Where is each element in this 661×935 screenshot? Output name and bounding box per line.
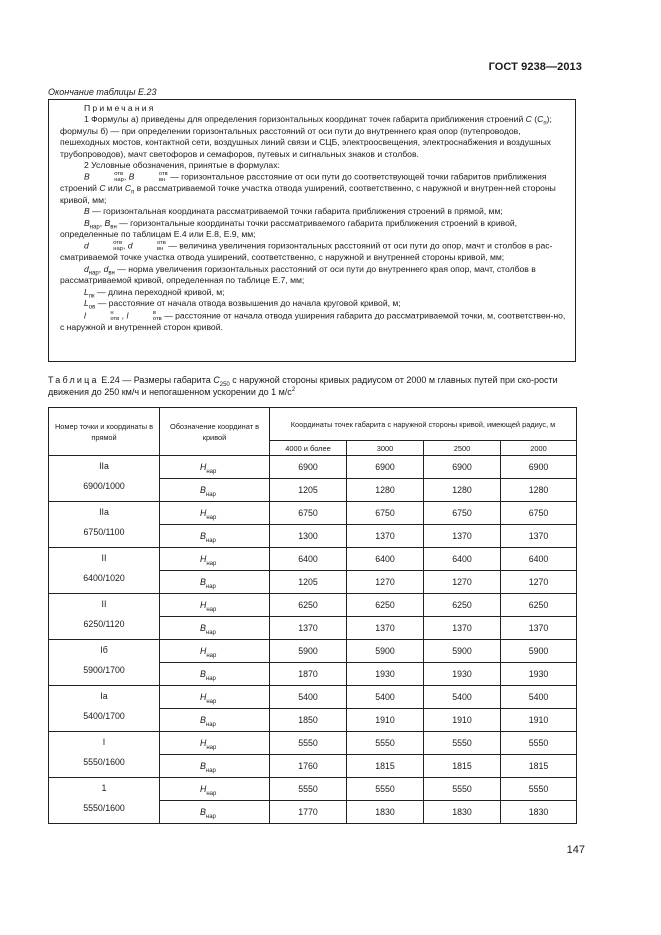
value-cell-b: 1815 xyxy=(501,755,577,778)
point-label: II xyxy=(101,553,107,563)
point-label: I xyxy=(102,737,106,747)
value-cell-b: 1370 xyxy=(347,617,424,640)
coord-symbol-b: $B_{нар}$ xyxy=(160,617,270,640)
value-cell-b: 1815 xyxy=(347,755,424,778)
value-cell-h: 5550 xyxy=(501,732,577,755)
value-cell-h: 6900 xyxy=(501,456,577,479)
value-cell-h: 5550 xyxy=(424,778,501,801)
coord-symbol-h: $H_{нар}$ xyxy=(160,594,270,617)
point-label: IIа xyxy=(99,461,109,471)
coord-symbol-b: $B_{нар}$ xyxy=(160,663,270,686)
value-cell-b: 1280 xyxy=(347,479,424,502)
value-cell-b: 1870 xyxy=(270,663,347,686)
header-radius: 3000 xyxy=(347,441,424,456)
value-cell-h: 5550 xyxy=(270,778,347,801)
point-cell xyxy=(49,594,160,640)
header-radius: 4000 и более xyxy=(270,441,347,456)
value-cell-b: 1930 xyxy=(424,663,501,686)
coord-symbol-b: $B_{нар}$ xyxy=(160,479,270,502)
value-cell-b: 1280 xyxy=(501,479,577,502)
coord-symbol-b: $B_{нар}$ xyxy=(160,709,270,732)
continuation-title: Окончание таблицы Е.23 xyxy=(48,87,157,97)
value-cell-b: 1930 xyxy=(347,663,424,686)
point-coordinates: 5400/1700 xyxy=(83,711,125,721)
value-cell-h: 6900 xyxy=(270,456,347,479)
point-label: II xyxy=(101,599,107,609)
value-cell-h: 6400 xyxy=(270,548,347,571)
coord-symbol-h: $H_{нар}$ xyxy=(160,686,270,709)
value-cell-b: 1815 xyxy=(424,755,501,778)
page-header-standard: ГОСТ 9238—2013 xyxy=(488,61,582,73)
coord-symbol-b: $B_{нар}$ xyxy=(160,571,270,594)
table-body xyxy=(49,456,577,824)
value-cell-h: 6750 xyxy=(347,502,424,525)
point-coordinates: 6400/1020 xyxy=(83,573,125,583)
value-cell-b: 1205 xyxy=(270,479,347,502)
note-2: 2 Условные обозначения, принятые в формулах: xyxy=(84,160,280,171)
table-row xyxy=(49,594,577,617)
value-cell-b: 1370 xyxy=(501,617,577,640)
definition-b-otv: B отв нар , B отв вн — горизонтальное расстояние от оси пути до соответствующей точки габаритов приближения строений С или $С_п$ в рассматриваемой точке участка отвода уширений, соответственно, с наружной и внутрен-ней стороны кривой, мм; xyxy=(60,171,556,205)
value-cell-b: 1850 xyxy=(270,709,347,732)
value-cell-b: 1760 xyxy=(270,755,347,778)
value-cell-h: 6750 xyxy=(270,502,347,525)
value-cell-b: 1270 xyxy=(424,571,501,594)
value-cell-h: 5400 xyxy=(501,686,577,709)
table-row xyxy=(49,548,577,571)
table-row xyxy=(49,732,577,755)
value-cell-h: 5550 xyxy=(501,778,577,801)
value-cell-h: 5550 xyxy=(424,732,501,755)
value-cell-h: 5400 xyxy=(270,686,347,709)
header-coordinate-symbol: Обозначение координат в кривой xyxy=(160,408,270,456)
table-row xyxy=(49,502,577,525)
value-cell-b: 1370 xyxy=(347,525,424,548)
point-cell xyxy=(49,456,160,502)
definition-l-pk: $L_{пк}$ — длина переходной кривой, м; xyxy=(84,286,225,300)
header-radius: 2000 xyxy=(501,441,577,456)
value-cell-h: 6900 xyxy=(347,456,424,479)
value-cell-h: 5900 xyxy=(270,640,347,663)
point-coordinates: 6900/1000 xyxy=(83,481,125,491)
table-row xyxy=(49,686,577,709)
value-cell-h: 5900 xyxy=(424,640,501,663)
header-radius-group: Координаты точек габарита с наружной стороны кривой, имеющей радиус, м xyxy=(270,408,577,441)
point-cell xyxy=(49,502,160,548)
value-cell-b: 1370 xyxy=(501,525,577,548)
coord-symbol-h: $H_{нар}$ xyxy=(160,548,270,571)
point-cell xyxy=(49,778,160,824)
value-cell-h: 5550 xyxy=(347,778,424,801)
value-cell-h: 5550 xyxy=(270,732,347,755)
value-cell-h: 6750 xyxy=(424,502,501,525)
value-cell-h: 6400 xyxy=(424,548,501,571)
point-label: Iа xyxy=(100,691,108,701)
value-cell-h: 5900 xyxy=(501,640,577,663)
coord-symbol-h: $H_{нар}$ xyxy=(160,778,270,801)
definition-b: B — горизонтальная координата рассматриваемой точки габарита приближения строений в прямой, мм; xyxy=(84,206,503,217)
point-label: 1 xyxy=(101,783,107,793)
header-point-number: Номер точки и координаты в прямой xyxy=(49,408,160,456)
definition-d-nar: $d_{нар}$, $d_{вн}$ — норма увеличения горизонтальных расстояний от оси пути до внутреннего края опор, мачт, столбов в рассматриваемой кривой, определенная по таблице Е.7, мм; xyxy=(60,263,536,286)
point-coordinates: 6250/1120 xyxy=(83,619,125,629)
point-cell xyxy=(49,548,160,594)
value-cell-b: 1910 xyxy=(347,709,424,732)
value-cell-b: 1280 xyxy=(424,479,501,502)
coord-symbol-b: $B_{нар}$ xyxy=(160,525,270,548)
value-cell-b: 1830 xyxy=(347,801,424,824)
value-cell-b: 1910 xyxy=(424,709,501,732)
table-row xyxy=(49,778,577,801)
table-row xyxy=(49,640,577,663)
value-cell-b: 1830 xyxy=(424,801,501,824)
coord-symbol-h: $H_{нар}$ xyxy=(160,502,270,525)
note-1: 1 Формулы а) приведены для определения горизонтальных координат точек габарита приближения строений С $(С_п)$; формулы б) — при определении горизонтальных расстояний от оси пути до внутреннего края опор (путепроводов, пешеходных мостов, контактной сети, воздушных линий связи и СЦБ, электроосвещения, электроснабжения и воздушных трубопроводов), мачт светофоров и семафоров, путевых и сигнальных знаков и столбов. xyxy=(60,114,552,159)
point-coordinates: 6750/1100 xyxy=(83,527,125,537)
point-coordinates: 5550/1600 xyxy=(83,803,125,813)
coord-symbol-h: $H_{нар}$ xyxy=(160,456,270,479)
value-cell-b: 1370 xyxy=(424,617,501,640)
value-cell-b: 1205 xyxy=(270,571,347,594)
definition-l-ov: $L_{ов}$ — расстояние от начала отвода возвышения до начала круговой кривой, м; xyxy=(84,298,401,311)
value-cell-h: 5400 xyxy=(347,686,424,709)
point-label: IIа xyxy=(99,507,109,517)
coord-symbol-h: $H_{нар}$ xyxy=(160,732,270,755)
coord-symbol-b: $B_{нар}$ xyxy=(160,801,270,824)
point-cell xyxy=(49,640,160,686)
value-cell-h: 6400 xyxy=(347,548,424,571)
point-cell xyxy=(49,686,160,732)
value-cell-b: 1370 xyxy=(424,525,501,548)
page-number: 147 xyxy=(566,844,585,856)
coord-symbol-h: $H_{нар}$ xyxy=(160,640,270,663)
point-coordinates: 5900/1700 xyxy=(83,665,125,675)
value-cell-h: 6750 xyxy=(501,502,577,525)
value-cell-h: 6900 xyxy=(424,456,501,479)
value-cell-b: 1830 xyxy=(501,801,577,824)
value-cell-h: 6250 xyxy=(424,594,501,617)
value-cell-b: 1770 xyxy=(270,801,347,824)
value-cell-h: 6250 xyxy=(270,594,347,617)
value-cell-h: 6250 xyxy=(347,594,424,617)
value-cell-h: 5400 xyxy=(424,686,501,709)
value-cell-h: 6250 xyxy=(501,594,577,617)
point-coordinates: 5550/1600 xyxy=(83,757,125,767)
point-cell xyxy=(49,732,160,778)
table-caption: Таблица Е.24 — Размеры габарита $С_{250}$ с наружной стороны кривых радиусом от 2000 м главных путей при ско-рости движения до 250 км/ч и непогашенном ускорении до 1 $м/с^2$ xyxy=(48,375,558,397)
value-cell-b: 1270 xyxy=(501,571,577,594)
gauge-dimensions-table xyxy=(48,407,577,824)
value-cell-b: 1910 xyxy=(501,709,577,732)
value-cell-h: 5550 xyxy=(347,732,424,755)
definition-l-otv: l н отв , l в отв — расстояние от начала отвода уширения габарита до рассматриваемой точки, м, соответствен-но, с наружной и внутренней сторон кривой. xyxy=(60,309,566,332)
header-radius: 2500 xyxy=(424,441,501,456)
notes-heading: Примечания xyxy=(84,103,156,113)
value-cell-b: 1300 xyxy=(270,525,347,548)
definition-d-otv: d отв нар , d отв вн — величина увеличения горизонтальных расстояний от оси пути до опор, мачт и столбов в рас-сматриваемой точке участка отвода уширений, соответственно, с наружной и внутренней стороны кривой, мм; xyxy=(60,240,553,263)
value-cell-h: 5900 xyxy=(347,640,424,663)
value-cell-b: 1370 xyxy=(270,617,347,640)
point-label: Iб xyxy=(100,645,108,655)
definition-b-nar: $B_{нар}$, $B_{вн}$ — горизонтальные координаты точки рассматриваемого габарита приближения строений в кривой, определенные по таблицам Е.4 или Е.8, Е.9, мм; xyxy=(60,217,518,240)
value-cell-h: 6400 xyxy=(501,548,577,571)
table-row xyxy=(49,456,577,479)
coord-symbol-b: $B_{нар}$ xyxy=(160,755,270,778)
value-cell-b: 1930 xyxy=(501,663,577,686)
value-cell-b: 1270 xyxy=(347,571,424,594)
notes-box xyxy=(48,99,576,362)
